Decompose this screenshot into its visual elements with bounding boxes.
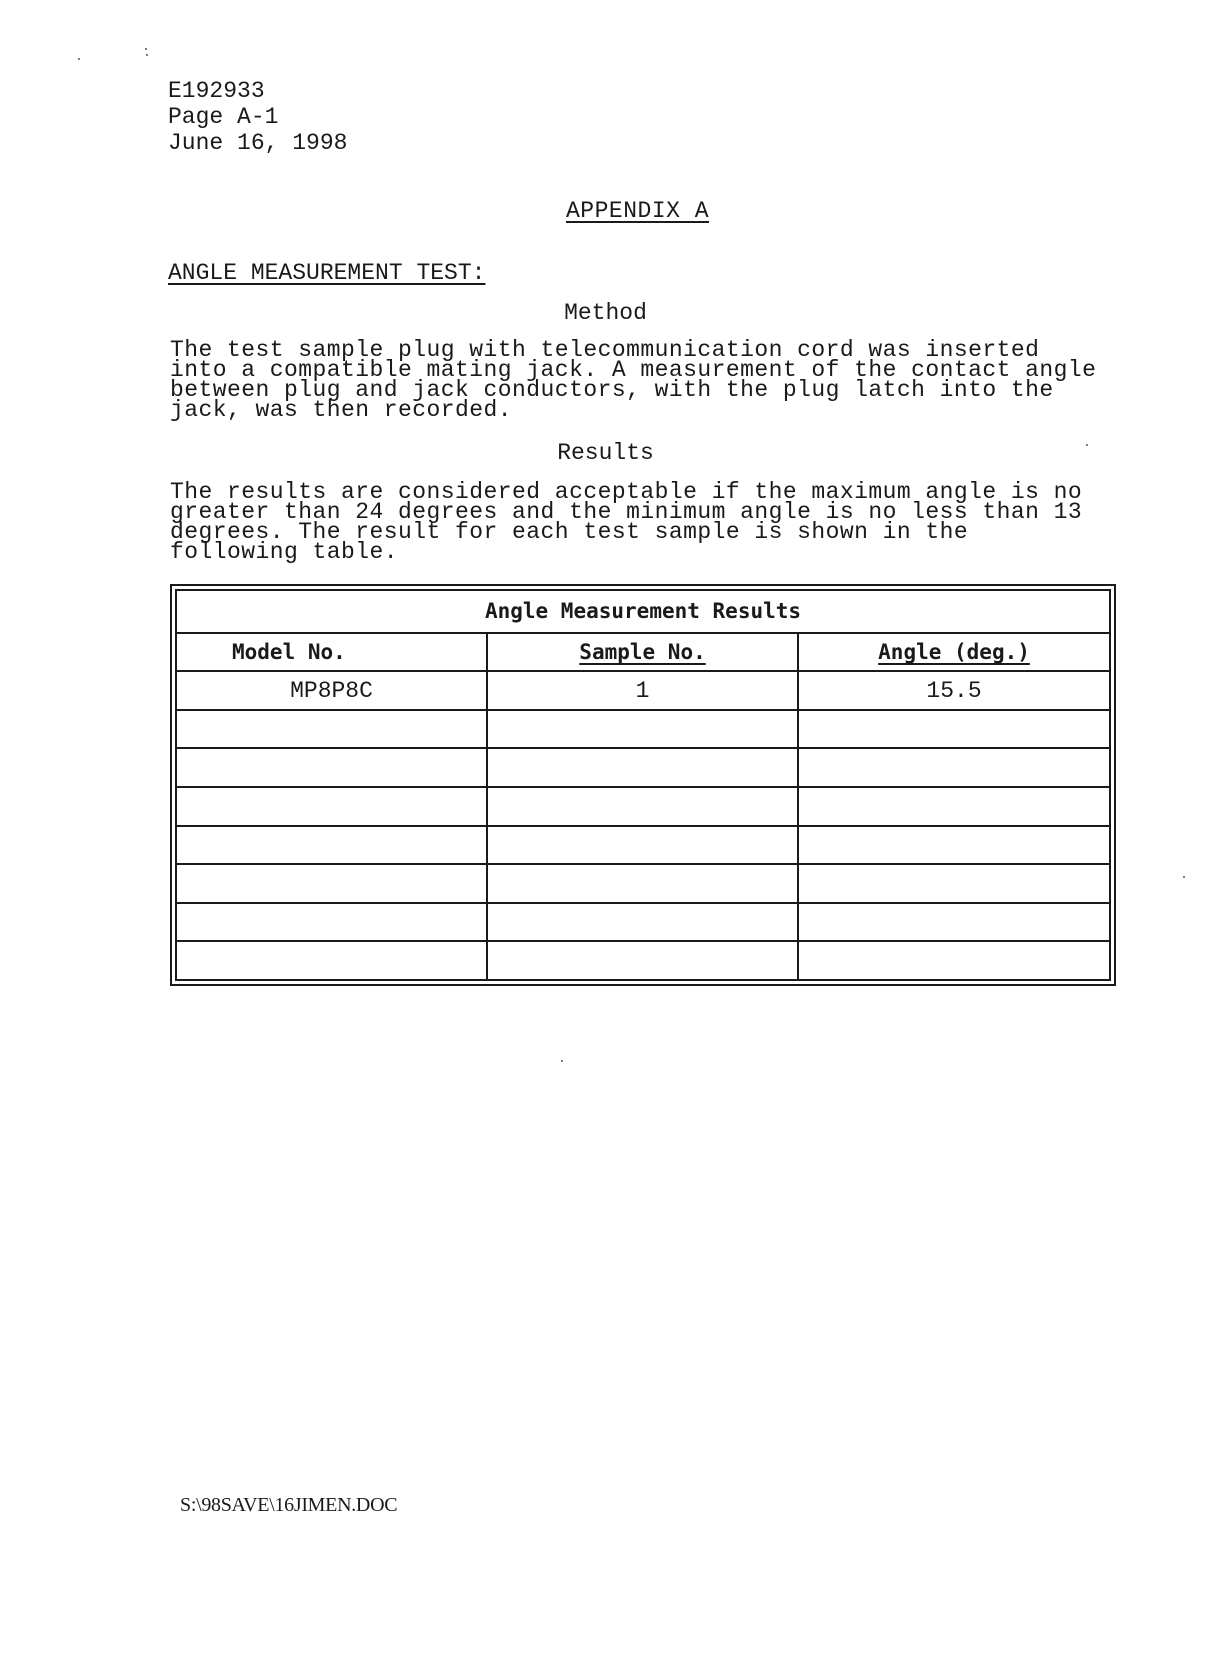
document-id: E192933 [168,78,265,104]
document-date: June 16, 1998 [168,130,348,156]
angle-results-table [175,589,1111,981]
table-row [176,671,1110,710]
cell-angle [798,710,1110,749]
cell-angle: 15.5 [798,671,1110,710]
cell-angle [798,903,1110,942]
cell-model: MP8P8C [176,671,487,710]
table-row [176,941,1110,980]
cell-sample [487,903,798,942]
table-row [176,864,1110,903]
cell-sample [487,941,798,980]
cell-sample [487,748,798,787]
cell-angle [798,826,1110,865]
cell-model [176,787,487,826]
cell-sample [487,864,798,903]
column-header-model: Model No. [176,633,487,672]
table-row [176,826,1110,865]
section-heading: ANGLE MEASUREMENT TEST: [168,260,486,286]
method-paragraph: The test sample plug with telecommunication cord was inserted into a compatible mating jack. A measurement of the contact angle between plug and jack conductors, with the plug latch into the jack, was then recorded. [170,337,1097,423]
scan-speck [78,58,80,60]
method-heading [0,300,1221,326]
cell-sample [487,826,798,865]
cell-model [176,710,487,749]
appendix-title: APPENDIX A [566,198,710,224]
results-paragraph: The results are considered acceptable if the maximum angle is no greater than 24 degrees and the minimum angle is no less than 13 degrees. The result for each test sample is shown in the following table. [170,479,1083,565]
cell-model [176,903,487,942]
column-header-angle-text: Angle (deg.) [878,639,1030,664]
table-row [176,787,1110,826]
cell-model [176,826,487,865]
cell-angle [798,748,1110,787]
table-caption: Angle Measurement Results [176,590,1110,633]
results-table-frame [170,584,1116,986]
cell-model [176,748,487,787]
column-header-sample [487,633,798,672]
file-path-footer: S:\98SAVE\16JIMEN.DOC [180,1494,398,1516]
document-header [168,78,347,156]
cell-sample: 1 [487,671,798,710]
page-number: Page A-1 [168,104,279,130]
method-heading-text: Method [564,300,647,326]
table-row [176,748,1110,787]
results-heading [0,440,1221,466]
scan-speck [561,1060,563,1062]
table-row [176,903,1110,942]
cell-sample [487,787,798,826]
table-header-row [176,633,1110,672]
results-heading-text: Results [557,440,654,466]
scan-speck [146,54,148,56]
cell-angle [798,864,1110,903]
cell-angle [798,941,1110,980]
column-header-sample-text: Sample No. [579,639,706,664]
scan-speck [1183,876,1185,878]
scan-speck [145,48,147,50]
table-caption-row [176,590,1110,633]
column-header-angle [798,633,1110,672]
cell-angle [798,787,1110,826]
cell-model [176,941,487,980]
table-row [176,710,1110,749]
cell-model [176,864,487,903]
cell-sample [487,710,798,749]
